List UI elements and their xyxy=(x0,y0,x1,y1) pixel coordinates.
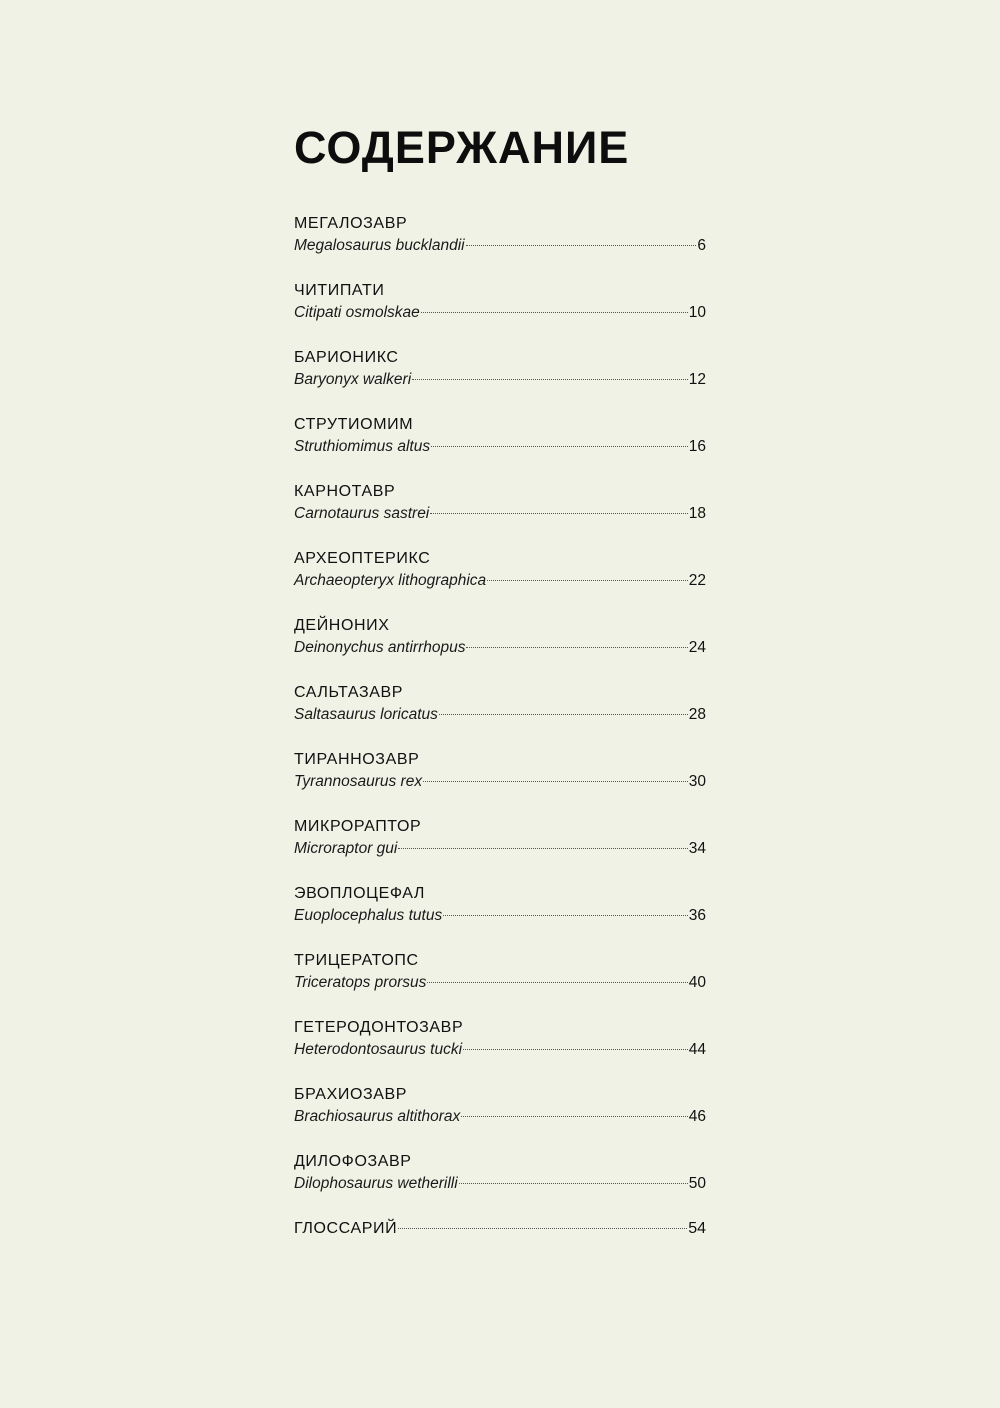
toc-entry xyxy=(294,414,706,481)
toc-entry xyxy=(294,548,706,615)
entry-latin-name: Euoplocephalus tutus xyxy=(294,907,443,924)
dot-leader xyxy=(430,513,687,514)
entry-latin-name: Brachiosaurus altithorax xyxy=(294,1108,461,1125)
dot-leader xyxy=(439,714,688,715)
entry-row xyxy=(294,1039,706,1061)
dot-leader xyxy=(466,245,697,246)
entry-row xyxy=(294,972,706,994)
entry-latin-name: Heterodontosaurus tucki xyxy=(294,1041,463,1058)
entry-latin-name: Megalosaurus bucklandii xyxy=(294,237,465,254)
dot-leader xyxy=(423,781,688,782)
dot-leader xyxy=(461,1116,687,1117)
entry-latin-name: Triceratops prorsus xyxy=(294,974,427,991)
entry-latin-name: Citipati osmolskae xyxy=(294,304,420,321)
entry-row xyxy=(294,235,706,257)
entry-page-number: 22 xyxy=(688,572,706,589)
entry-latin-name: Saltasaurus loricatus xyxy=(294,706,438,723)
entry-russian-name: САЛЬТАЗАВР xyxy=(294,684,404,701)
entry-russian-name: ДИЛОФОЗАВР xyxy=(294,1153,412,1170)
entry-latin-name: Deinonychus antirrhopus xyxy=(294,639,466,656)
entry-row xyxy=(294,771,706,793)
entry-page-number: 34 xyxy=(688,840,706,857)
dot-leader xyxy=(487,580,688,581)
entry-latin-name: Tyrannosaurus rex xyxy=(294,773,423,790)
toc-entry xyxy=(294,213,706,280)
toc-list xyxy=(294,213,706,1240)
entry-row xyxy=(294,1173,706,1195)
entry-page-number: 16 xyxy=(688,438,706,455)
entry-russian-name: БАРИОНИКС xyxy=(294,349,399,366)
entry-page-number: 24 xyxy=(688,639,706,656)
entry-latin-name: Baryonyx walkeri xyxy=(294,371,412,388)
toc-entry xyxy=(294,481,706,548)
toc-entry xyxy=(294,1151,706,1218)
entry-row xyxy=(294,838,706,860)
entry-latin-name: Archaeopteryx lithographica xyxy=(294,572,487,589)
dot-leader xyxy=(463,1049,688,1050)
entry-russian-name: ТИРАННОЗАВР xyxy=(294,751,420,768)
entry-russian-name: БРАХИОЗАВР xyxy=(294,1086,408,1103)
entry-row xyxy=(294,570,706,592)
toc-entry xyxy=(294,749,706,816)
entry-latin-name: Microraptor gui xyxy=(294,840,398,857)
entry-russian-name: МЕГАЛОЗАВР xyxy=(294,215,408,232)
entry-russian-name: КАРНОТАВР xyxy=(294,483,396,500)
entry-latin-name: Struthiomimus altus xyxy=(294,438,431,455)
dot-leader xyxy=(443,915,688,916)
dot-leader xyxy=(427,982,687,983)
glossary-page-number: 54 xyxy=(688,1220,706,1237)
dot-leader xyxy=(398,1228,687,1229)
entry-page-number: 30 xyxy=(688,773,706,790)
toc-entry xyxy=(294,615,706,682)
entry-page-number: 40 xyxy=(688,974,706,991)
page-title: СОДЕРЖАНИЕ xyxy=(294,122,630,173)
entry-row xyxy=(294,302,706,324)
entry-row xyxy=(294,704,706,726)
dot-leader xyxy=(466,647,687,648)
toc-entry xyxy=(294,1017,706,1084)
entry-page-number: 12 xyxy=(688,371,706,388)
toc-entry xyxy=(294,1084,706,1151)
toc-entry-glossary xyxy=(294,1218,706,1240)
toc-entry xyxy=(294,347,706,414)
entry-russian-name: АРХЕОПТЕРИКС xyxy=(294,550,431,567)
entry-russian-name: ЭВОПЛОЦЕФАЛ xyxy=(294,885,425,902)
entry-row xyxy=(294,503,706,525)
entry-page-number: 46 xyxy=(688,1108,706,1125)
entry-page-number: 28 xyxy=(688,706,706,723)
entry-row xyxy=(294,637,706,659)
entry-page-number: 44 xyxy=(688,1041,706,1058)
entry-page-number: 50 xyxy=(688,1175,706,1192)
entry-page-number: 36 xyxy=(688,907,706,924)
dot-leader xyxy=(421,312,688,313)
entry-row xyxy=(294,905,706,927)
dot-leader xyxy=(398,848,687,849)
toc-entry xyxy=(294,816,706,883)
glossary-label: ГЛОССАРИЙ xyxy=(294,1220,398,1237)
entry-row xyxy=(294,436,706,458)
toc-entry xyxy=(294,682,706,749)
entry-page-number: 18 xyxy=(688,505,706,522)
toc-entry xyxy=(294,280,706,347)
dot-leader xyxy=(459,1183,688,1184)
entry-row xyxy=(294,1106,706,1128)
dot-leader xyxy=(431,446,688,447)
entry-latin-name: Carnotaurus sastrei xyxy=(294,505,430,522)
entry-page-number: 10 xyxy=(688,304,706,321)
entry-russian-name: ЧИТИПАТИ xyxy=(294,282,385,299)
entry-row xyxy=(294,369,706,391)
entry-russian-name: ДЕЙНОНИХ xyxy=(294,617,390,634)
entry-russian-name: МИКРОРАПТОР xyxy=(294,818,422,835)
entry-latin-name: Dilophosaurus wetherilli xyxy=(294,1175,458,1192)
entry-russian-name: ТРИЦЕРАТОПС xyxy=(294,952,419,969)
toc-entry xyxy=(294,950,706,1017)
toc-entry xyxy=(294,883,706,950)
entry-russian-name: СТРУТИОМИМ xyxy=(294,416,414,433)
entry-russian-name: ГЕТЕРОДОНТОЗАВР xyxy=(294,1019,464,1036)
entry-page-number: 6 xyxy=(697,237,706,254)
dot-leader xyxy=(412,379,688,380)
